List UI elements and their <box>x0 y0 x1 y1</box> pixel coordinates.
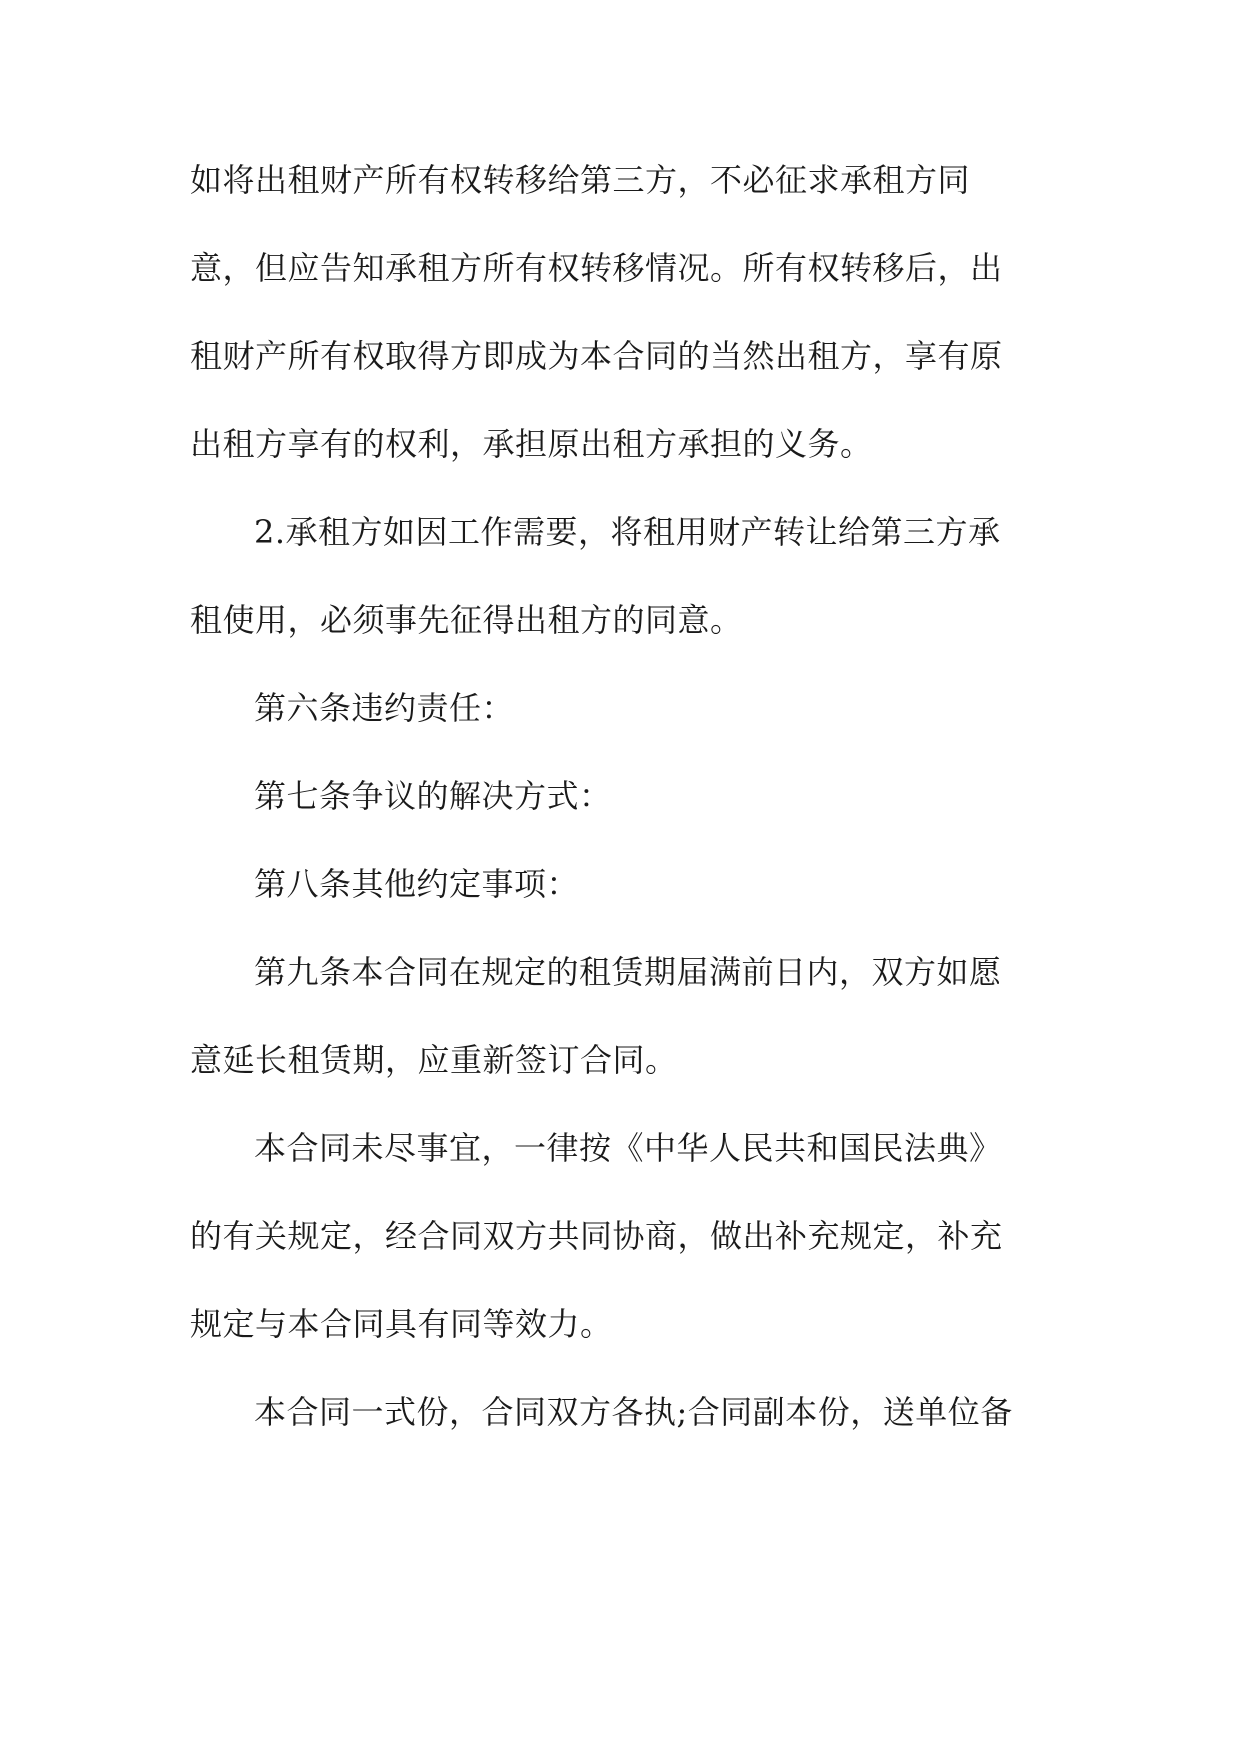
text-line-4: 出租方享有的权利，承担原出租方承担的义务。 <box>190 425 873 463</box>
text-line-5: 2.承租方如因工作需要，将租用财产转让给第三方承 <box>254 513 1001 551</box>
text-line-11: 意延长租赁期，应重新签订合同。 <box>190 1041 678 1079</box>
text-line-14: 规定与本合同具有同等效力。 <box>190 1305 613 1343</box>
text-line-10: 第九条本合同在规定的租赁期届满前日内，双方如愿 <box>254 953 1002 991</box>
text-line-3: 租财产所有权取得方即成为本合同的当然出租方，享有原 <box>190 337 1003 375</box>
text-line-12: 本合同未尽事宜，一律按《中华人民共和国民法典》 <box>254 1129 1002 1167</box>
text-line-2: 意，但应告知承租方所有权转移情况。所有权转移后，出 <box>190 249 1003 287</box>
text-line-6: 租使用，必须事先征得出租方的同意。 <box>190 601 743 639</box>
text-line-13: 的有关规定，经合同双方共同协商，做出补充规定，补充 <box>190 1217 1003 1255</box>
text-line-15: 本合同一式份，合同双方各执;合同副本份，送单位备 <box>254 1393 1013 1431</box>
text-line-8: 第七条争议的解决方式： <box>254 777 612 815</box>
text-line-1: 如将出租财产所有权转移给第三方，不必征求承租方同 <box>190 161 971 199</box>
text-line-9: 第八条其他约定事项： <box>254 865 580 903</box>
text-line-7: 第六条违约责任： <box>254 689 515 727</box>
